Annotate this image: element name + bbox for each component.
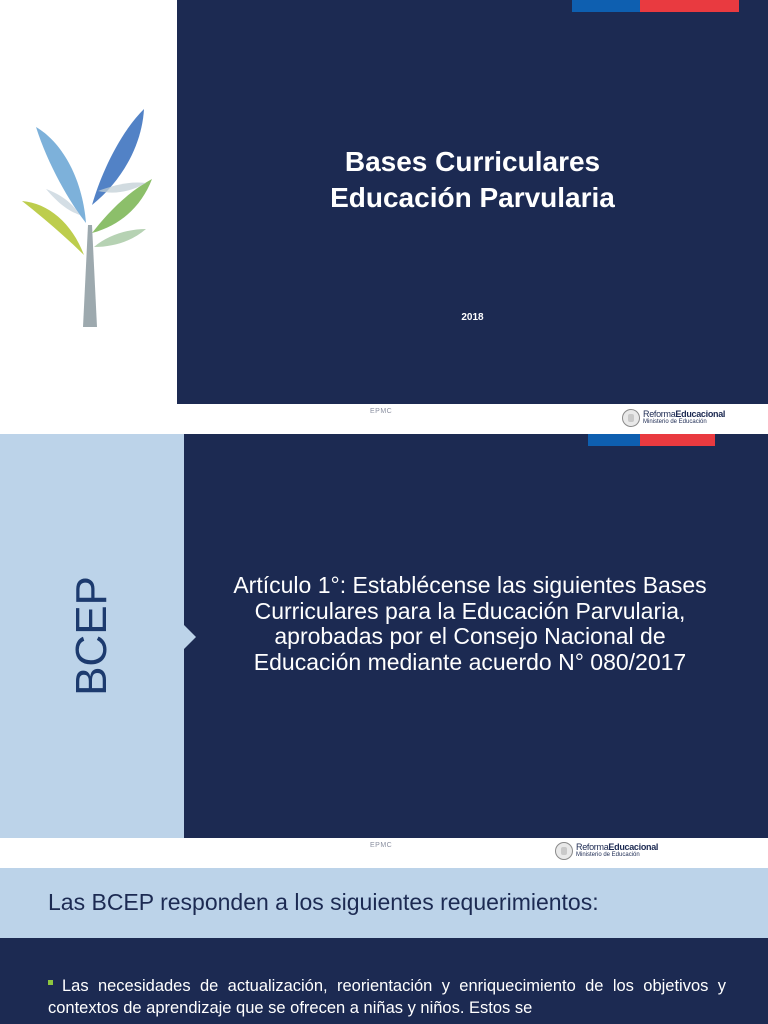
title-line-2: Educación Parvularia xyxy=(330,182,615,213)
bcep-vertical-text: BCEP xyxy=(67,576,117,696)
title-line-1: Bases Curriculares xyxy=(344,146,601,177)
ministry-seal-icon xyxy=(555,842,573,860)
slide-year: 2018 xyxy=(461,312,484,323)
footer-label: EPMC xyxy=(370,408,393,415)
reforma-educacional-logo xyxy=(622,409,725,427)
logo-reforma-text: Reforma xyxy=(643,409,676,419)
flag-stripe-blue xyxy=(572,0,640,12)
article-text: Artículo 1°: Establécense las siguientes Bases Curriculares para la Educación Parvularia, aprobadas por el Consejo Nacional de Educación mediante acuerdo N° 080/2017 xyxy=(233,572,707,675)
reforma-educacional-logo xyxy=(555,842,658,860)
bullet-text: Las necesidades de actualización, reorientación y enriquecimiento de los objetivos y contextos de aprendizaje que se ofrecen a niñas y niños. Estos se xyxy=(48,977,726,1017)
slide-3-requirements xyxy=(0,868,768,1024)
flag-stripe-red xyxy=(640,434,715,446)
slide-title xyxy=(177,144,768,216)
arrow-pointer-icon xyxy=(184,625,196,649)
tree-leaves-logo xyxy=(18,105,158,330)
logo-educacional-text: Educacional xyxy=(608,842,659,852)
footer-label: EPMC xyxy=(370,842,393,849)
logo-ministerio-text: Ministerio de Educación xyxy=(576,852,640,858)
slide-2-article xyxy=(0,434,768,868)
logo-educacional-text: Educacional xyxy=(675,409,726,419)
side-label xyxy=(40,572,144,700)
requirements-heading: Las BCEP responden a los siguientes requerimientos: xyxy=(48,889,599,915)
logo-ministerio-text: Ministerio de Educación xyxy=(643,419,707,425)
flag-stripe-red xyxy=(640,0,739,12)
flag-stripe-blue xyxy=(588,434,640,446)
slide-1-title xyxy=(0,0,768,434)
ministry-seal-icon xyxy=(622,409,640,427)
logo-reforma-text: Reforma xyxy=(576,842,609,852)
